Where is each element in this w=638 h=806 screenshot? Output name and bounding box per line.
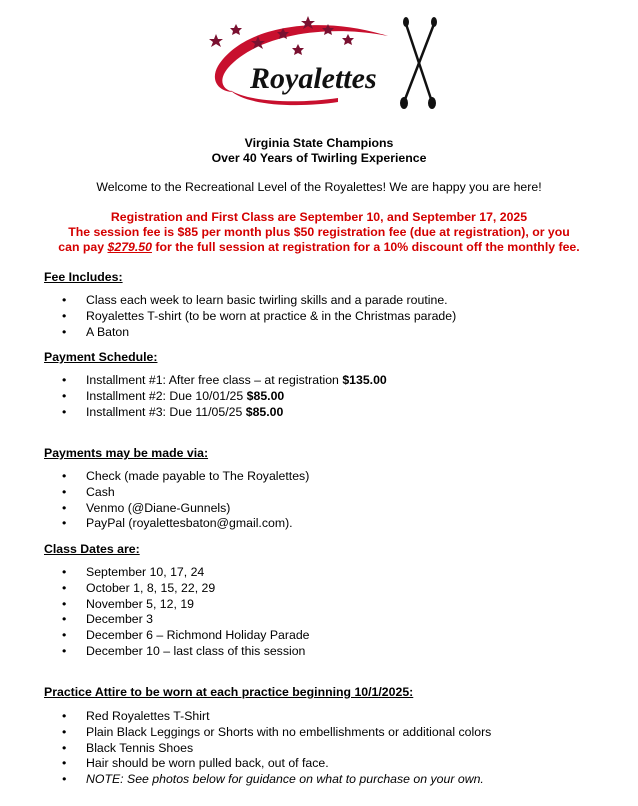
payments-via-heading: Payments may be made via: (44, 446, 209, 460)
list-item (0, 373, 387, 389)
list-item: • November 5, 12, 19 (0, 597, 310, 613)
list-item: • Venmo (@Diane-Gunnels) (0, 501, 309, 517)
list-item (0, 389, 387, 405)
list-item: • Cash (0, 485, 309, 501)
registration-line-3-post: for the full session at registration for a 10% discount off the monthly fee. (151, 240, 580, 254)
installment-text: Installment #3: Due 11/05/25 (86, 404, 246, 419)
fee-heading: Fee Includes: (44, 270, 123, 284)
class-dates-heading: Class Dates are: (44, 542, 140, 556)
list-item: • Royalettes T-shirt (to be worn at practice & in the Christmas parade) (0, 309, 456, 325)
payment-schedule-heading: Payment Schedule: (44, 350, 158, 364)
installment-amount: $85.00 (246, 388, 285, 403)
attire-note: • NOTE: See photos below for guidance on what to purchase on your own. (0, 772, 491, 788)
list-item: • A Baton (0, 325, 456, 341)
list-item: • Class each week to learn basic twirling skills and a parade routine. (0, 293, 456, 309)
list-item: • December 6 – Richmond Holiday Parade (0, 628, 310, 644)
list-item (0, 405, 387, 421)
welcome-text: Welcome to the Recreational Level of the Royalettes! We are happy you are here! (96, 180, 542, 194)
list-item: • Plain Black Leggings or Shorts with no embellishments or additional colors (0, 725, 491, 741)
class-dates-list (0, 565, 310, 660)
logo-text: Royalettes (250, 62, 377, 95)
list-item: • October 1, 8, 15, 22, 29 (0, 581, 310, 597)
registration-line-3 (0, 240, 638, 254)
installment-amount: $85.00 (245, 404, 284, 419)
installment-amount: $135.00 (342, 373, 387, 387)
list-item: • Hair should be worn pulled back, out of face. (0, 756, 491, 772)
list-item: • Black Tennis Shoes (0, 741, 491, 757)
list-item: • September 10, 17, 24 (0, 565, 310, 581)
fee-list (0, 293, 456, 340)
payments-via-list (0, 469, 309, 532)
list-item: • Red Royalettes T-Shirt (0, 709, 491, 725)
registration-line-1: Registration and First Class are September 10, and September 17, 2025 (110, 210, 528, 224)
header-line-2: Over 40 Years of Twirling Experience (211, 151, 427, 165)
full-session-amount: $279.50 (107, 240, 152, 254)
attire-list (0, 709, 491, 788)
attire-heading: Practice Attire to be worn at each practice beginning 10/1/2025: (44, 685, 414, 699)
payment-schedule-list (0, 373, 387, 420)
registration-line-3-pre: can pay (58, 240, 108, 254)
list-item: • December 3 (0, 612, 310, 628)
registration-line-2: The session fee is $85 per month plus $50 registration fee (due at registration), or you (68, 225, 570, 239)
installment-text: Installment #1: After free class – at registration (86, 373, 343, 387)
header-line-1: Virginia State Champions (244, 136, 394, 150)
list-item: • December 10 – last class of this session (0, 644, 310, 660)
installment-text: Installment #2: Due 10/01/25 (86, 388, 247, 403)
list-item: • Check (made payable to The Royalettes) (0, 469, 309, 485)
royalettes-logo (188, 6, 448, 112)
list-item: • PayPal (royalettesbaton@gmail.com). (0, 516, 309, 532)
